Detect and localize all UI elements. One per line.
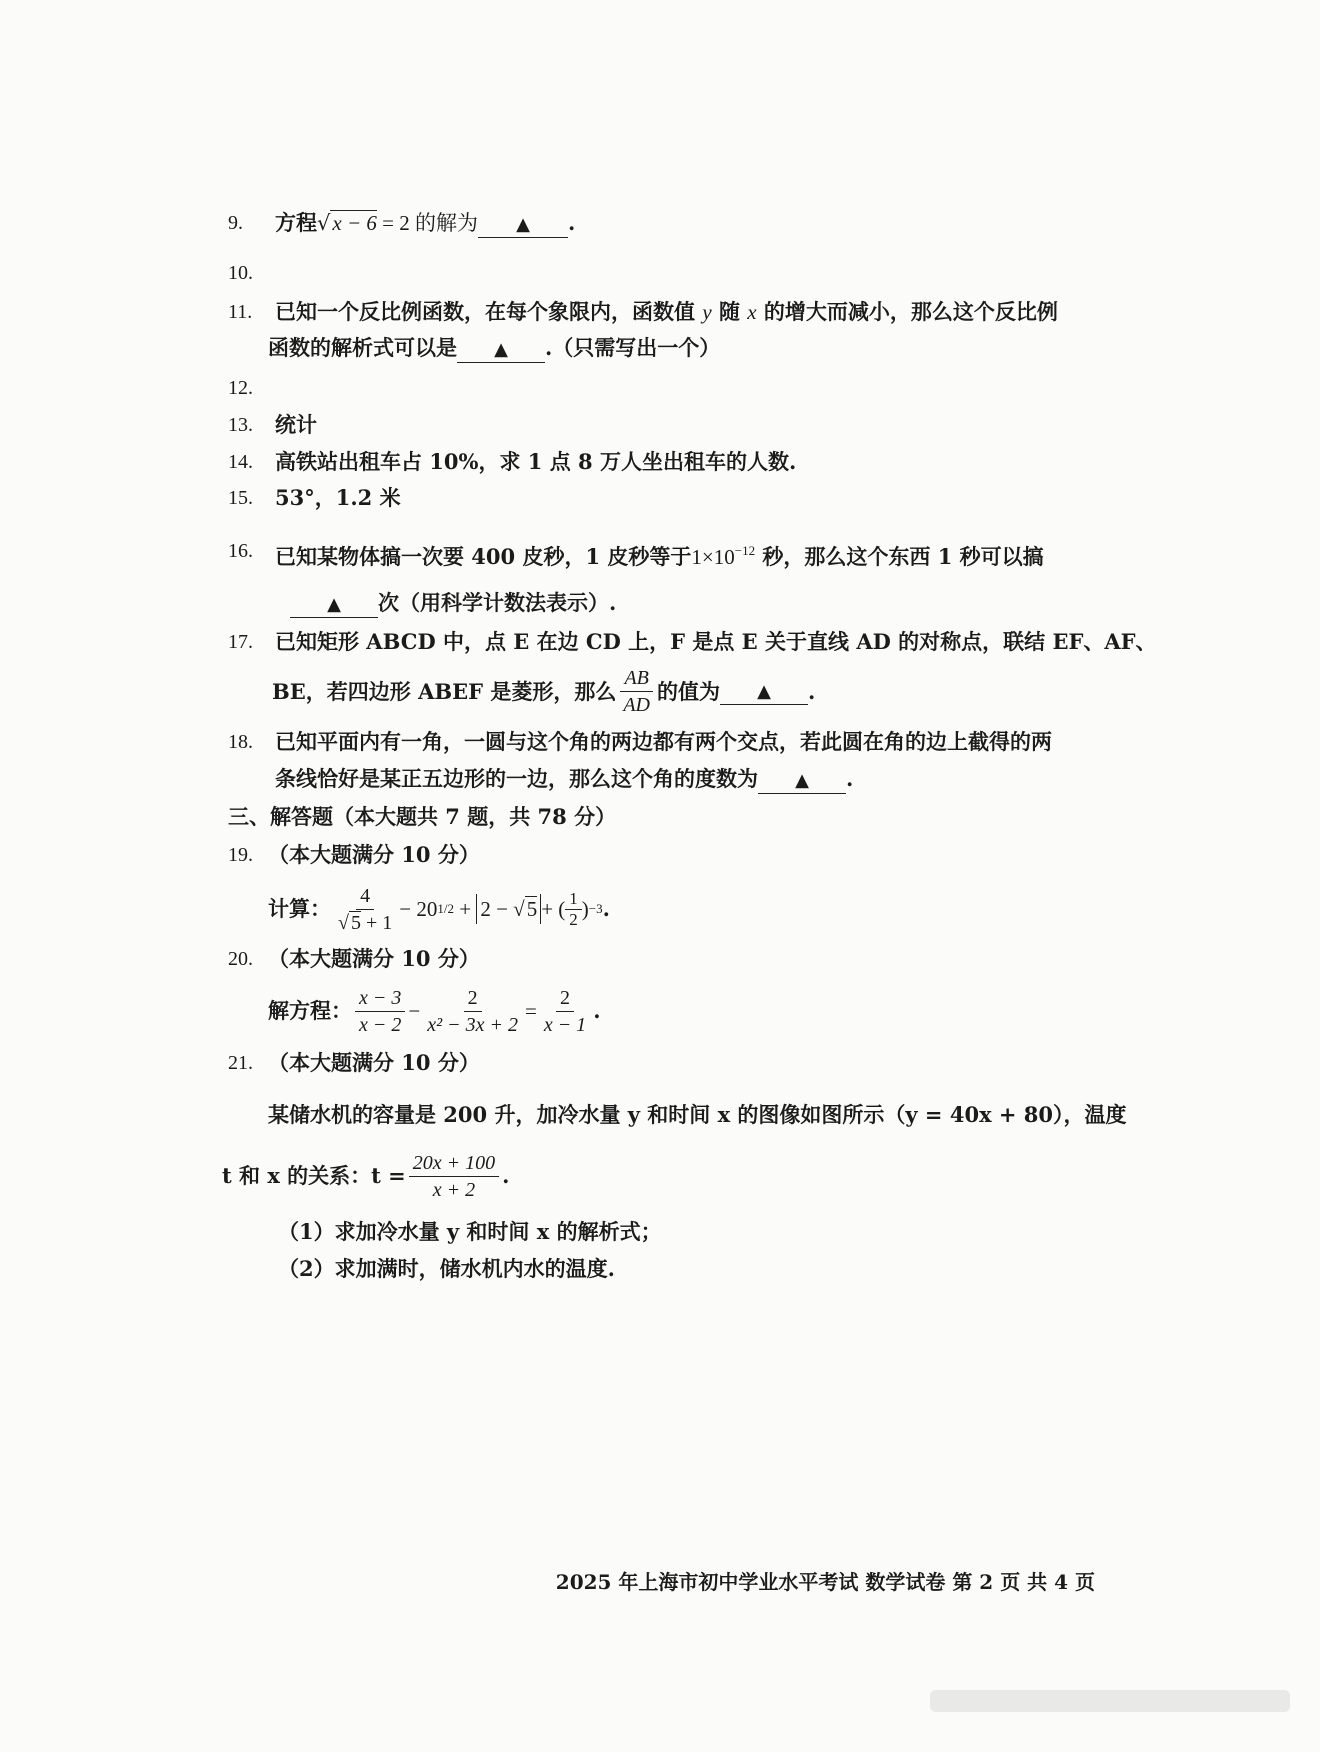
question-18-line2 <box>275 764 853 794</box>
question-21-score: （本大题满分 10 分） <box>268 1050 480 1075</box>
question-15-number: 15. <box>228 487 253 509</box>
frac-den: AD <box>623 694 651 716</box>
frac-num: 4 <box>356 883 374 910</box>
exponent-neg3: −3 <box>588 901 603 916</box>
question-9-end: . <box>567 210 576 235</box>
question-17-line2 <box>272 665 815 718</box>
question-16-text-c: 次（用科学计数法表示）. <box>378 590 617 615</box>
question-18-end: . <box>846 766 854 791</box>
question-19-score: （本大题满分 10 分） <box>268 842 480 867</box>
question-17-line1: 已知矩形 ABCD 中，点 E 在边 CD 上，F 是点 E 关于直线 AD 的对称点，联结 EF、AF、 <box>275 629 1157 654</box>
question-19-expression: 计算： $\frac{4}{√ 5 + 1}$ − 20 1/2 + 2 − √5 + ( $\frac{1}{2}$ ) −3 . <box>268 884 610 934</box>
question-20-equation <box>268 980 601 1042</box>
question-19-number: 19. <box>228 844 253 866</box>
fraction-ab-ad <box>619 665 654 718</box>
question-12-number: 12. <box>228 377 253 399</box>
frac-den: 2 <box>569 909 578 929</box>
question-11-line2 <box>268 333 720 363</box>
question-11-text-e: .（只需写出一个） <box>545 335 721 360</box>
frac-num: AB <box>620 665 652 692</box>
fraction-2 <box>423 985 522 1038</box>
frac-num: 2 <box>464 985 482 1012</box>
question-16-blank[interactable] <box>290 591 378 618</box>
radicand: 5 <box>526 897 538 921</box>
question-20-number: 20. <box>228 948 253 970</box>
question-18-blank[interactable] <box>758 767 846 794</box>
frac-num: x − 3 <box>355 985 405 1012</box>
question-21-sub2: （2）求加满时，储水机内水的温度. <box>278 1256 615 1281</box>
question-11-text-d: 函数的解析式可以是 <box>268 335 457 360</box>
frac-den: x² − 3x + 2 <box>427 1013 518 1036</box>
question-16-exp: −12 <box>734 543 756 558</box>
term-20: − 20 <box>399 897 438 921</box>
frac-den: x − 2 <box>359 1013 402 1036</box>
var-x: x <box>747 300 757 324</box>
question-21-line2 <box>222 1145 509 1207</box>
answer-marker: ▲ <box>516 214 530 235</box>
question-21-end: . <box>502 1163 510 1188</box>
plus-open-paren: + ( <box>541 897 566 921</box>
question-11-text-c: 的增大而减小，那么这个反比例 <box>756 299 1058 324</box>
close-paren: ) <box>581 897 589 921</box>
question-21-sub1: （1）求加冷水量 y 和时间 x 的解析式； <box>278 1219 662 1244</box>
question-18-text: 条线恰好是某正五边形的一边，那么这个角的度数为 <box>275 766 758 791</box>
abs-inner: 2 − <box>480 897 514 921</box>
question-21-relation-label: t 和 x 的关系：t = <box>222 1163 406 1188</box>
answer-marker: ▲ <box>795 770 809 791</box>
frac-num: 2 <box>556 985 574 1012</box>
question-14-number: 14. <box>228 451 253 473</box>
fraction-temperature <box>409 1150 499 1203</box>
question-9-pre: 方程 <box>275 210 317 235</box>
question-17-blank[interactable] <box>720 678 808 705</box>
question-13-text: 统计 <box>275 412 317 437</box>
question-13-number: 13. <box>228 414 253 436</box>
question-17-text-b: 的值为 <box>657 678 721 704</box>
question-17-number: 17. <box>228 631 253 653</box>
fraction-one-half <box>565 889 582 930</box>
question-9-number: 9. <box>228 212 243 234</box>
question-20-score: （本大题满分 10 分） <box>268 946 480 971</box>
equals-sign: = <box>524 999 537 1023</box>
question-9-radicand: x − 6 <box>332 211 377 235</box>
question-11-number: 11. <box>228 301 253 323</box>
question-14-text: 高铁站出租车占 10%，求 1 点 8 万人坐出租车的人数. <box>275 449 797 474</box>
absolute-value: 2 − √5 <box>476 894 541 924</box>
question-18-line1: 已知平面内有一角，一圆与这个角的两边都有两个交点，若此圆在角的边上截得的两 <box>275 729 1052 754</box>
question-11-blank[interactable] <box>457 336 545 363</box>
answer-marker: ▲ <box>757 681 771 702</box>
question-21-line1: 某储水机的容量是 200 升，加冷水量 y 和时间 x 的图像如图所示（y = 40x + 80），温度 <box>268 1102 1127 1127</box>
question-16-line1 <box>275 536 1044 572</box>
fraction-1 <box>355 985 405 1038</box>
radicand: 5 <box>350 911 361 934</box>
question-19-end: . <box>602 896 610 921</box>
question-16-text-a: 已知某物体搞一次要 400 皮秒，1 皮秒等于 <box>275 544 692 569</box>
answer-marker: ▲ <box>494 339 508 360</box>
frac-num: 20x + 100 <box>409 1150 499 1177</box>
question-10-number: 10. <box>228 262 253 284</box>
question-20-label: 解方程： <box>268 998 352 1023</box>
question-15-text: 53°，1.2 米 <box>275 485 401 510</box>
frac-den: x − 1 <box>543 1013 587 1036</box>
section-3-title: 三、解答题（本大题共 7 题，共 78 分） <box>228 804 617 829</box>
question-19-label: 计算： <box>268 896 331 921</box>
frac-num: 1 <box>565 889 582 910</box>
question-17-end: . <box>808 678 816 704</box>
question-11-line1 <box>275 297 1058 327</box>
question-16-line2 <box>290 588 616 618</box>
fraction-3 <box>540 985 590 1038</box>
question-16-number: 16. <box>228 540 253 562</box>
question-18-number: 18. <box>228 731 253 753</box>
question-16-text-b: 秒，那么这个东西 1 秒可以搞 <box>755 544 1044 569</box>
question-17-text-a: BE，若四边形 ABEF 是菱形，那么 <box>272 678 617 704</box>
question-11-text-b: 随 <box>711 299 748 324</box>
answer-marker: ▲ <box>327 594 341 615</box>
var-y: y <box>702 300 712 324</box>
fraction-4-over-root5-plus-1: $\frac{4}{√ 5 + 1}$ <box>338 884 393 934</box>
frac-den-plus: + 1 <box>360 911 393 934</box>
question-9-blank[interactable] <box>478 211 568 238</box>
question-21-number: 21. <box>228 1052 253 1074</box>
frac-den: x + 2 <box>432 1178 476 1201</box>
question-11-text-a: 已知一个反比例函数，在每个象限内，函数值 <box>275 299 703 324</box>
question-20-end: . <box>593 998 601 1023</box>
question-16-sci: 1×10 <box>691 545 735 569</box>
exponent-half: 1/2 <box>437 901 454 916</box>
scan-smudge <box>930 1690 1290 1712</box>
page-footer: 2025 年上海市初中学业水平考试 数学试卷 第 2 页 共 4 页 <box>555 1570 1095 1594</box>
question-9-text: 方程√x − 6 = 2 的解为 ▲ . <box>275 208 575 238</box>
minus-sign: − <box>408 999 421 1023</box>
question-9-post: = 2 的解为 <box>376 211 478 235</box>
